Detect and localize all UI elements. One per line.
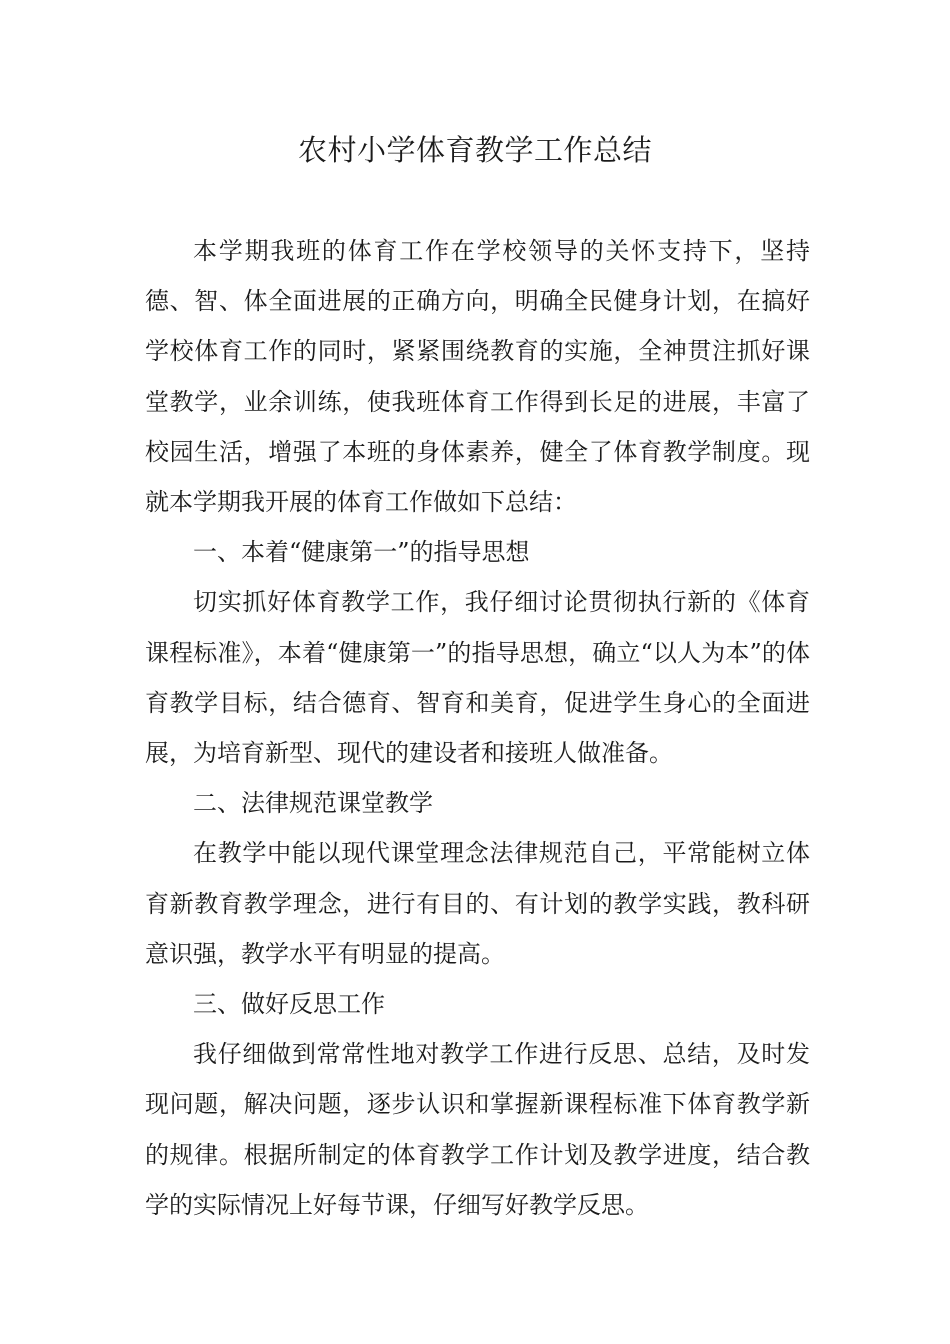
paragraph-intro: 本学期我班的体育工作在学校领导的关怀支持下，坚持德、智、体全面进展的正确方向，明确全民健身计划，在搞好学校体育工作的同时，紧紧围绕教育的实施，全神贯注抓好课堂教学，业余训练，使我班体育工作得到长足的进展，丰富了校园生活，增强了本班的身体素养，健全了体育教学制度。现就本学期我开展的体育工作做如下总结：: [145, 237, 810, 517]
paragraph-section-2: 在教学中能以现代课堂理念法律规范自己，平常能树立体育新教育教学理念，进行有目的、有计划的教学实践，教科研意识强，教学水平有明显的提高。: [145, 839, 810, 968]
section-heading-2: 二、法律规范课堂教学: [193, 789, 433, 818]
document-body: [145, 226, 810, 1230]
paragraph-section-3: 我仔细做到常常性地对教学工作进行反思、总结，及时发现问题，解决问题，逐步认识和掌握新课程标准下体育教学新的规律。根据所制定的体育教学工作计划及教学进度，结合教学的实际情况上好每节课，仔细写好教学反思。: [145, 1040, 810, 1219]
section-heading-1: 一、本着“健康第一”的指导思想: [193, 538, 530, 567]
section-heading-3: 三、做好反思工作: [193, 990, 385, 1019]
paragraph-section-1: 切实抓好体育教学工作，我仔细讨论贯彻执行新的《体育课程标准》，本着“健康第一”的指导思想，确立“以人为本”的体育教学目标，结合德育、智育和美育，促进学生身心的全面进展，为培育新型、现代的建设者和接班人做准备。: [145, 588, 810, 768]
document-title: 农村小学体育教学工作总结: [297, 133, 652, 167]
